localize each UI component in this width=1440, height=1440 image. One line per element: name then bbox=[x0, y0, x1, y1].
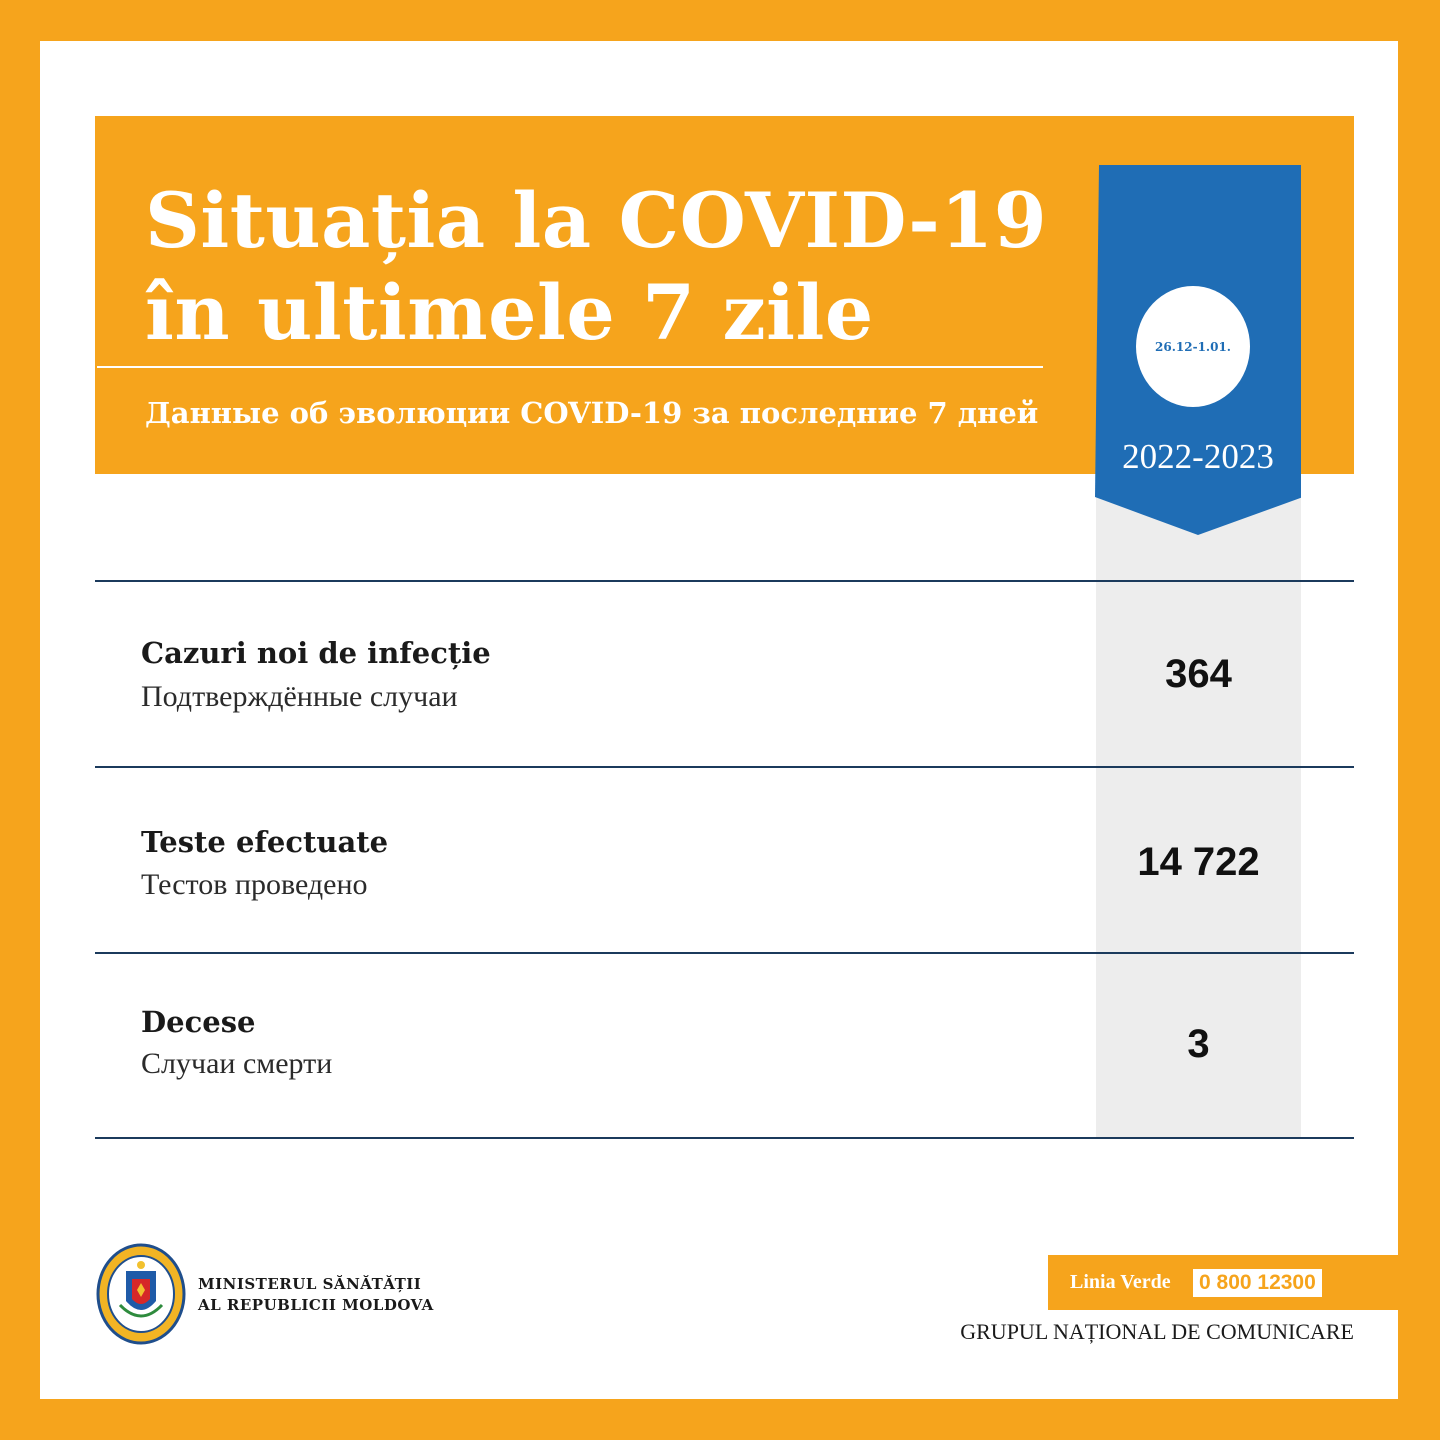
communication-group: GRUPUL NAȚIONAL DE COMUNICARE bbox=[960, 1319, 1354, 1344]
row-divider bbox=[95, 952, 1354, 954]
stat-deaths-value: 3 bbox=[1187, 1022, 1210, 1066]
ministry-name bbox=[198, 1274, 434, 1316]
ministry-line-2: AL REPUBLICII MOLDOVA bbox=[198, 1296, 434, 1314]
stat-tests-label: Teste efectuate bbox=[141, 825, 389, 859]
row-divider bbox=[95, 1137, 1354, 1139]
hotline-box bbox=[1048, 1255, 1398, 1310]
period-years: 2022-2023 bbox=[1122, 437, 1274, 476]
subtitle: Данные об эволюции COVID-19 за последние 7 дней bbox=[145, 396, 1039, 430]
date-circle bbox=[1136, 286, 1250, 407]
title-line-2: în ultimele 7 zile bbox=[145, 268, 874, 357]
hotline-number[interactable]: 0 800 12300 bbox=[1193, 1269, 1322, 1297]
stat-cases-sublabel: Подтверждённые случаи bbox=[141, 680, 458, 713]
period-ribbon bbox=[1095, 165, 1301, 535]
stat-tests-value: 14 722 bbox=[1137, 840, 1260, 884]
hotline-label: Linia Verde bbox=[1070, 1271, 1171, 1293]
stat-deaths-label: Decese bbox=[141, 1005, 256, 1039]
stat-cases-value: 364 bbox=[1165, 652, 1232, 696]
government-seal-icon bbox=[96, 1243, 186, 1345]
stat-cases-label: Cazuri noi de infecție bbox=[141, 636, 491, 670]
period-dates: 26.12-1.01. bbox=[1155, 339, 1231, 354]
stat-tests-sublabel: Тестов проведено bbox=[141, 868, 368, 901]
row-divider bbox=[95, 580, 1354, 582]
stat-deaths-sublabel: Случаи смерти bbox=[141, 1047, 333, 1080]
header-divider bbox=[97, 366, 1043, 368]
title-line-1: Situația la COVID-19 bbox=[145, 176, 1048, 265]
ministry-line-1: MINISTERUL SĂNĂTĂȚII bbox=[198, 1275, 422, 1293]
row-divider bbox=[95, 766, 1354, 768]
